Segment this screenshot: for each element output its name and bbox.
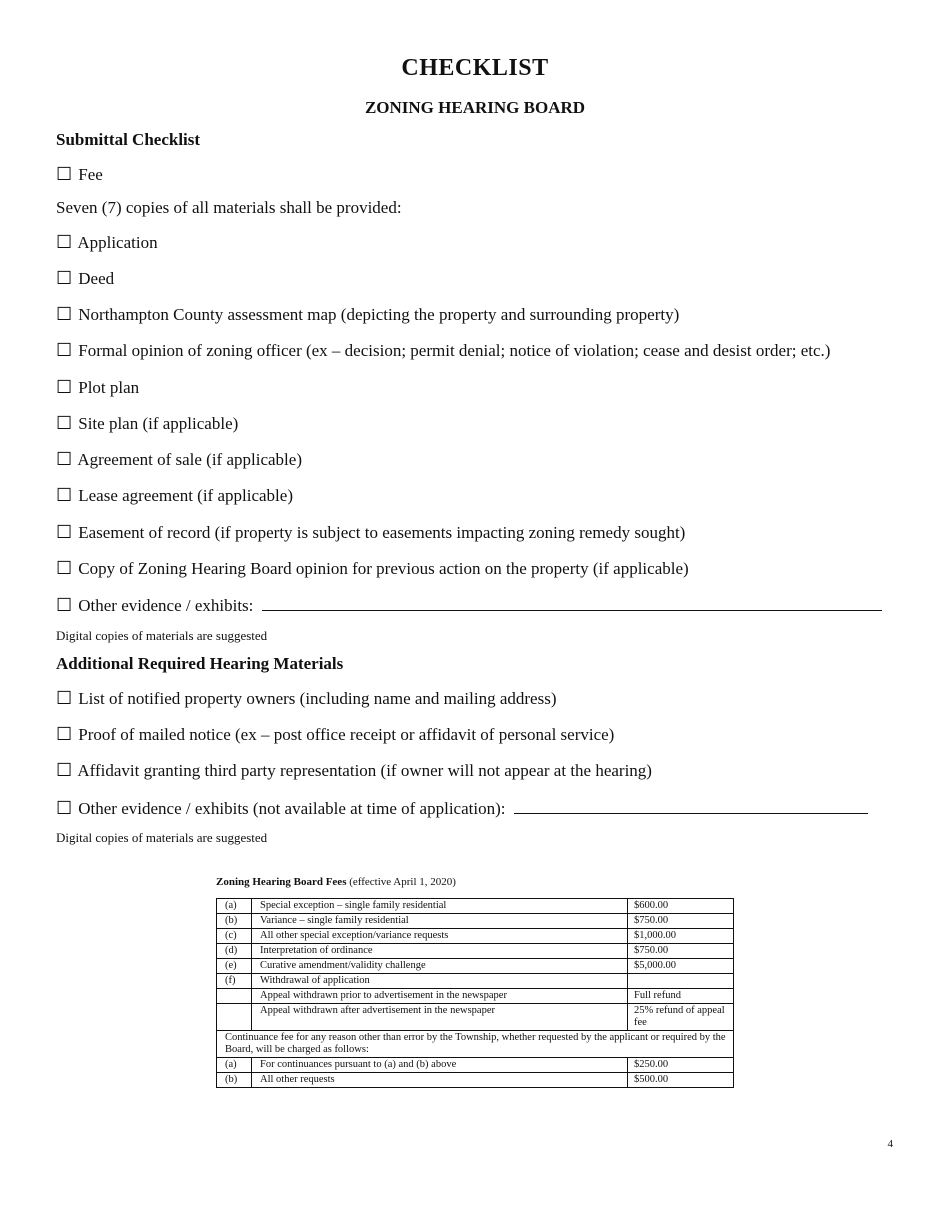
fee-description: Interpretation of ordinance (252, 944, 628, 959)
checklist-item-label: Other evidence / exhibits: (78, 596, 254, 615)
checklist-item[interactable] (56, 449, 302, 470)
checklist-item-label: Lease agreement (if applicable) (78, 486, 293, 505)
checkbox-icon[interactable]: ☐ (56, 688, 73, 708)
fee-amount: $500.00 (628, 1073, 734, 1088)
fee-description: Variance – single family residential (252, 914, 628, 929)
checklist-item-label: Other evidence / exhibits (not available at time of application): (78, 799, 506, 818)
table-row (217, 959, 734, 974)
fee-code: (a) (217, 1058, 252, 1073)
checkbox-icon[interactable]: ☐ (56, 485, 73, 505)
digital-copies-note: Digital copies of materials are suggested (56, 830, 268, 845)
table-row (217, 914, 734, 929)
checkbox-icon[interactable]: ☐ (56, 522, 73, 542)
fee-description: Appeal withdrawn after advertisement in the newspaper (252, 1004, 628, 1031)
fees-title (216, 876, 456, 888)
fee-amount: $5,000.00 (628, 959, 734, 974)
checkbox-icon[interactable]: ☐ (56, 798, 73, 818)
checkbox-icon[interactable]: ☐ (56, 760, 73, 780)
checklist-item[interactable] (56, 413, 238, 434)
checklist-item-label: Site plan (if applicable) (78, 414, 239, 433)
checklist-item[interactable] (56, 760, 652, 781)
checklist-item-label: Fee (78, 165, 103, 184)
submittal-heading: Submittal Checklist (56, 130, 201, 149)
checklist-item-label: Easement of record (if property is subject to easements impacting zoning remedy sought) (78, 523, 686, 542)
fee-description: Special exception – single family residential (252, 899, 628, 914)
fee-code: (e) (217, 959, 252, 974)
checkbox-icon[interactable]: ☐ (56, 724, 73, 744)
checklist-item[interactable] (56, 340, 830, 361)
fee-description: Withdrawal of application (252, 974, 628, 989)
fee-code (217, 989, 252, 1004)
fee-amount: $750.00 (628, 914, 734, 929)
checklist-item-label: Application (77, 233, 158, 252)
checklist-item[interactable] (56, 558, 689, 579)
page-number: 4 (887, 1138, 893, 1150)
checklist-item-label: Plot plan (78, 378, 140, 397)
additional-heading: Additional Required Hearing Materials (56, 654, 344, 673)
table-row (217, 1004, 734, 1031)
table-row (217, 989, 734, 1004)
page-title: CHECKLIST (401, 55, 549, 81)
checklist-item-label: Formal opinion of zoning officer (ex – decision; permit denial; notice of violation; cease and desist order; etc.) (78, 341, 831, 360)
checkbox-icon[interactable]: ☐ (56, 164, 73, 184)
checklist-item-fee[interactable] (56, 164, 103, 185)
fee-amount: 25% refund of appeal fee (628, 1004, 734, 1031)
checklist-item[interactable] (56, 377, 139, 398)
checklist-item[interactable] (56, 724, 614, 745)
fee-amount: $1,000.00 (628, 929, 734, 944)
checklist-item[interactable] (56, 688, 557, 709)
checkbox-icon[interactable]: ☐ (56, 449, 73, 469)
fee-code: (d) (217, 944, 252, 959)
checklist-item-label: Affidavit granting third party representation (if owner will not appear at the hearing) (77, 761, 652, 780)
table-row-continuance-note (217, 1031, 734, 1058)
fee-code: (b) (217, 1073, 252, 1088)
checkbox-icon[interactable]: ☐ (56, 377, 73, 397)
checklist-item-other-evidence-later[interactable] (56, 797, 868, 819)
fee-description: All other requests (252, 1073, 628, 1088)
checklist-item[interactable] (56, 485, 293, 506)
checkbox-icon[interactable]: ☐ (56, 340, 73, 360)
fee-amount: Full refund (628, 989, 734, 1004)
fee-description: All other special exception/variance requests (252, 929, 628, 944)
copies-note: Seven (7) copies of all materials shall be provided: (56, 198, 402, 217)
digital-copies-note: Digital copies of materials are suggested (56, 628, 268, 643)
checklist-item-label: Deed (78, 269, 115, 288)
fee-code (217, 1004, 252, 1031)
fee-amount: $600.00 (628, 899, 734, 914)
fee-description: For continuances pursuant to (a) and (b) above (252, 1058, 628, 1073)
checkbox-icon[interactable]: ☐ (56, 413, 73, 433)
checklist-item[interactable] (56, 522, 685, 543)
page-subtitle: ZONING HEARING BOARD (364, 98, 586, 117)
checklist-item[interactable] (56, 268, 114, 289)
other-evidence-line[interactable] (262, 594, 882, 611)
checklist-item-label: Copy of Zoning Hearing Board opinion for previous action on the property (if applicable) (78, 559, 689, 578)
table-row (217, 929, 734, 944)
checkbox-icon[interactable]: ☐ (56, 268, 73, 288)
fee-description: Appeal withdrawn prior to advertisement in the newspaper (252, 989, 628, 1004)
checklist-item-label: Agreement of sale (if applicable) (77, 450, 302, 469)
checklist-item-label: Northampton County assessment map (depicting the property and surrounding property) (78, 305, 680, 324)
checklist-item-label: Proof of mailed notice (ex – post office receipt or affidavit of personal service) (78, 725, 615, 744)
fees-effective-date: (effective April 1, 2020) (349, 876, 456, 888)
checklist-item[interactable] (56, 232, 158, 253)
fee-code: (a) (217, 899, 252, 914)
checkbox-icon[interactable]: ☐ (56, 595, 73, 615)
checkbox-icon[interactable]: ☐ (56, 304, 73, 324)
table-row (217, 899, 734, 914)
table-row (217, 1058, 734, 1073)
fee-code: (c) (217, 929, 252, 944)
continuance-note: Continuance fee for any reason other than error by the Township, whether requested by the applicant or required by the Board, will be charged as follows: (217, 1031, 734, 1058)
fee-amount: $750.00 (628, 944, 734, 959)
fee-code: (b) (217, 914, 252, 929)
table-row (217, 944, 734, 959)
fees-table (216, 898, 734, 1088)
fee-code: (f) (217, 974, 252, 989)
fee-amount (628, 974, 734, 989)
table-row (217, 974, 734, 989)
checkbox-icon[interactable]: ☐ (56, 558, 73, 578)
checklist-item-other-evidence[interactable] (56, 594, 882, 616)
fee-amount: $250.00 (628, 1058, 734, 1073)
table-row (217, 1073, 734, 1088)
fees-title-label: Zoning Hearing Board Fees (216, 876, 347, 888)
fee-description: Curative amendment/validity challenge (252, 959, 628, 974)
checkbox-icon[interactable]: ☐ (56, 232, 73, 252)
checklist-item[interactable] (56, 304, 679, 325)
checklist-item-label: List of notified property owners (including name and mailing address) (78, 689, 557, 708)
other-evidence-line[interactable] (514, 797, 868, 814)
